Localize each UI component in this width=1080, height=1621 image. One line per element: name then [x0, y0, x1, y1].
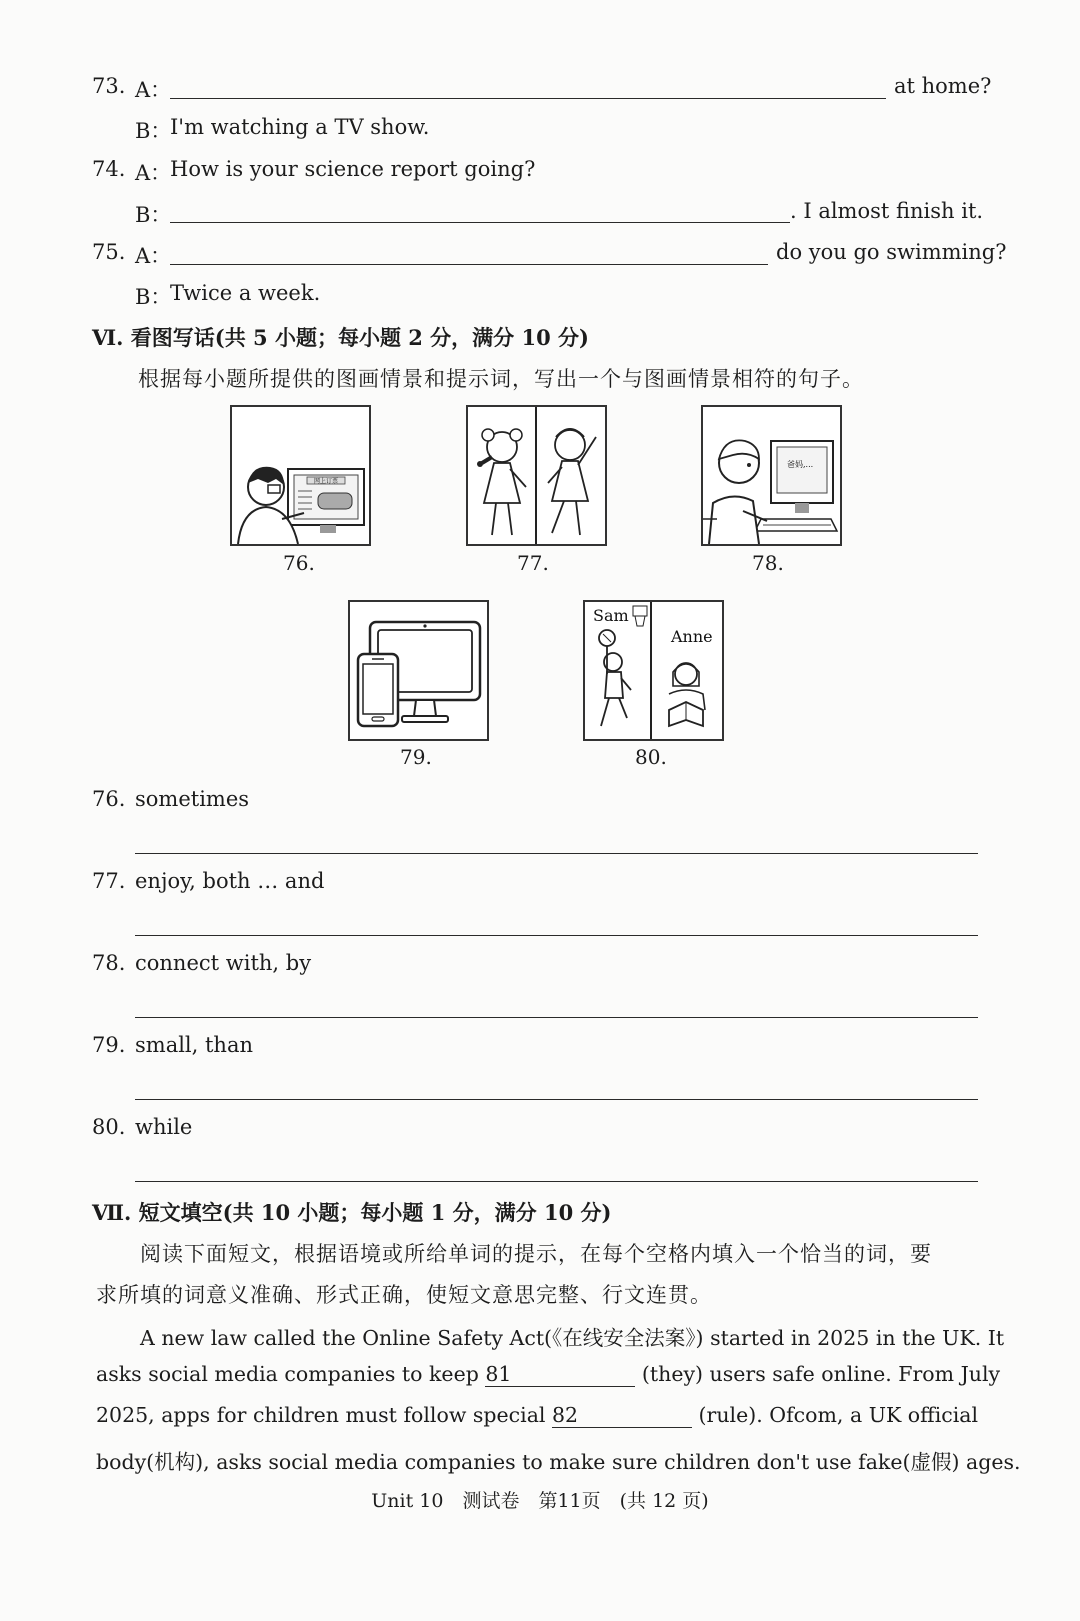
q73-answer-blank[interactable]	[170, 98, 886, 99]
q74-a-label: A：	[135, 161, 172, 185]
prompt-77-number: 77.	[92, 869, 126, 893]
prompt-76-words: sometimes	[135, 787, 250, 811]
q74-b-label: B：	[135, 203, 172, 227]
passage-line-3-a: 2025, apps for children must follow special	[96, 1403, 546, 1427]
section-6-title: Ⅵ. 看图写话(共 5 小题；每小题 2 分，满分 10 分)	[92, 325, 589, 350]
q73-b-text: I'm watching a TV show.	[170, 115, 430, 139]
picture-80-label: 80.	[635, 745, 667, 769]
sam-basketball-anne-reading-illustration	[585, 602, 722, 739]
picture-78-label: 78.	[752, 551, 784, 575]
section-6-instruction: 根据每小题所提供的图画情景和提示词，写出一个与图画情景相符的句子。	[138, 367, 864, 391]
q74-number: 74.	[92, 157, 126, 181]
anne-name: Anne	[671, 627, 713, 646]
answer-line-80[interactable]	[135, 1181, 978, 1182]
phone-and-monitor-illustration	[350, 602, 487, 739]
prompt-79-number: 79.	[92, 1033, 126, 1057]
q75-a-tail: do you go swimming?	[776, 240, 1007, 264]
passage-line-2-a: asks social media companies to keep	[96, 1362, 479, 1386]
sam-name: Sam	[593, 606, 629, 625]
q73-a-tail: at home?	[894, 74, 992, 98]
answer-line-76[interactable]	[135, 853, 978, 854]
passage-line-2	[96, 1362, 1001, 1387]
q73-number: 73.	[92, 74, 126, 98]
picture-79-label: 79.	[400, 745, 432, 769]
answer-line-77[interactable]	[135, 935, 978, 936]
q75-b-label: B：	[135, 285, 172, 309]
screen-text-76: 网上订票	[313, 478, 339, 485]
q74-answer-blank[interactable]	[170, 222, 790, 223]
q75-answer-blank[interactable]	[170, 264, 768, 265]
passage-line-3-b: (rule). Ofcom, a UK official	[698, 1403, 979, 1427]
screen-text-78: 爸妈,...	[787, 460, 814, 469]
q75-number: 75.	[92, 240, 126, 264]
section-7-instruction-2: 求所填的词意义准确、形式正确，使短文意思完整、行文连贯。	[96, 1283, 712, 1307]
q75-a-label: A：	[135, 244, 172, 268]
q75-b-text: Twice a week.	[170, 281, 321, 305]
prompt-80-words: while	[135, 1115, 193, 1139]
picture-80	[583, 600, 724, 741]
page-footer: Unit 10 测试卷 第11页 (共 12 页)	[371, 1490, 709, 1512]
passage-line-3	[96, 1403, 978, 1428]
picture-79	[348, 600, 489, 741]
section-7-title: Ⅶ. 短文填空(共 10 小题；每小题 1 分，满分 10 分)	[92, 1200, 612, 1225]
picture-78	[701, 405, 842, 546]
prompt-76-number: 76.	[92, 787, 126, 811]
prompt-80-number: 80.	[92, 1115, 126, 1139]
q73-a-label: A：	[135, 78, 172, 102]
picture-77-label: 77.	[517, 551, 549, 575]
prompt-79-words: small, than	[135, 1033, 254, 1057]
picture-76	[230, 405, 371, 546]
boy-at-computer-illustration	[703, 407, 840, 544]
passage-line-4: body(机构), asks social media companies to make sure children don't use fake(虚假) ages.	[96, 1450, 1021, 1474]
passage-line-2-b: (they) users safe online. From July	[641, 1362, 1001, 1386]
prompt-77-words: enjoy, both … and	[135, 869, 325, 893]
girls-singing-dancing-illustration	[468, 407, 605, 544]
section-7-instruction-1: 阅读下面短文，根据语境或所给单词的提示，在每个空格内填入一个恰当的词，要	[140, 1242, 932, 1266]
answer-line-79[interactable]	[135, 1099, 978, 1100]
q74-a-text: How is your science report going?	[170, 157, 536, 181]
picture-76-label: 76.	[283, 551, 315, 575]
blank-81[interactable]: 81	[485, 1362, 635, 1387]
q73-b-label: B：	[135, 119, 172, 143]
prompt-78-words: connect with, by	[135, 951, 312, 975]
answer-line-78[interactable]	[135, 1017, 978, 1018]
q74-b-tail: . I almost finish it.	[790, 199, 984, 223]
picture-77	[466, 405, 607, 546]
passage-line-1: A new law called the Online Safety Act(《在线安全法案》) started in 2025 in the UK. It	[140, 1326, 1005, 1350]
prompt-78-number: 78.	[92, 951, 126, 975]
blank-82[interactable]: 82	[552, 1403, 692, 1428]
boy-booking-tickets-illustration	[232, 407, 369, 544]
